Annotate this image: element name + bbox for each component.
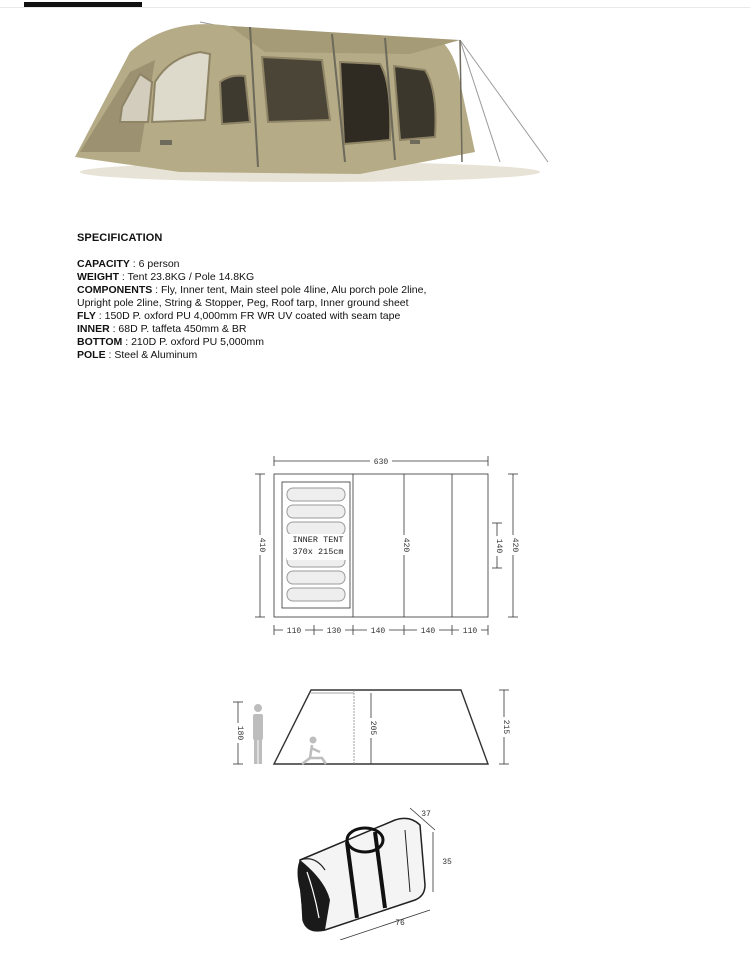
top-rule [0, 7, 750, 8]
spec-row-pole: POLE : Steel & Aluminum [77, 349, 198, 361]
spec-heading: SPECIFICATION [77, 232, 163, 244]
dim-right-height: 420 [510, 537, 519, 553]
standing-person-icon [253, 704, 263, 764]
specification-block [77, 232, 497, 362]
dim-segment: 130 [326, 627, 342, 636]
dim-mid-height: 420 [401, 537, 410, 553]
dim-right-inner: 140 [494, 538, 503, 554]
inner-tent-size: 370x 215cm [292, 547, 344, 557]
spec-row-bottom: BOTTOM : 210D P. oxford PU 5,000mm [77, 336, 264, 348]
dim-person-height: 180 [235, 725, 244, 741]
spec-row-components-cont: Upright pole 2line, String & Stopper, Peg, Roof tarp, Inner ground sheet [77, 297, 409, 309]
logo-mark [160, 140, 172, 145]
mesh-panel [262, 57, 330, 122]
window [220, 76, 250, 124]
spec-row-capacity: CAPACITY : 6 person [77, 258, 180, 270]
spec-row-components: COMPONENTS : Fly, Inner tent, Main steel pole 4line, Alu porch pole 2line, [77, 284, 427, 296]
inner-tent-label: INNER TENT [292, 535, 344, 545]
tent-photo [60, 12, 560, 197]
dim-bag-length: 76 [395, 919, 405, 928]
spec-row-inner: INNER : 68D P. taffeta 450mm & BR [77, 323, 247, 335]
door-opening [340, 62, 390, 144]
dim-segment: 110 [462, 627, 478, 636]
dim-total-height: 215 [501, 719, 510, 735]
dim-overall-width: 630 [373, 458, 389, 467]
dim-segment: 140 [370, 627, 386, 636]
dim-left-height: 410 [257, 537, 266, 553]
dim-bag-depth: 37 [421, 810, 431, 819]
dim-bag-height: 35 [442, 858, 452, 867]
dim-inner-height: 205 [368, 720, 377, 736]
tent-side-outline [274, 690, 488, 764]
spec-row-fly: FLY : 150D P. oxford PU 4,000mm FR WR UV coated with seam tape [77, 310, 401, 322]
side-elevation-diagram [226, 680, 526, 780]
dim-segment: 110 [286, 627, 302, 636]
mesh-panel [394, 66, 436, 140]
sitting-person-icon [302, 737, 326, 765]
dim-segment: 140 [420, 627, 436, 636]
floor-plan-diagram [250, 450, 530, 640]
carry-bag-diagram [285, 800, 465, 940]
spec-row-weight: WEIGHT : Tent 23.8KG / Pole 14.8KG [77, 271, 255, 283]
